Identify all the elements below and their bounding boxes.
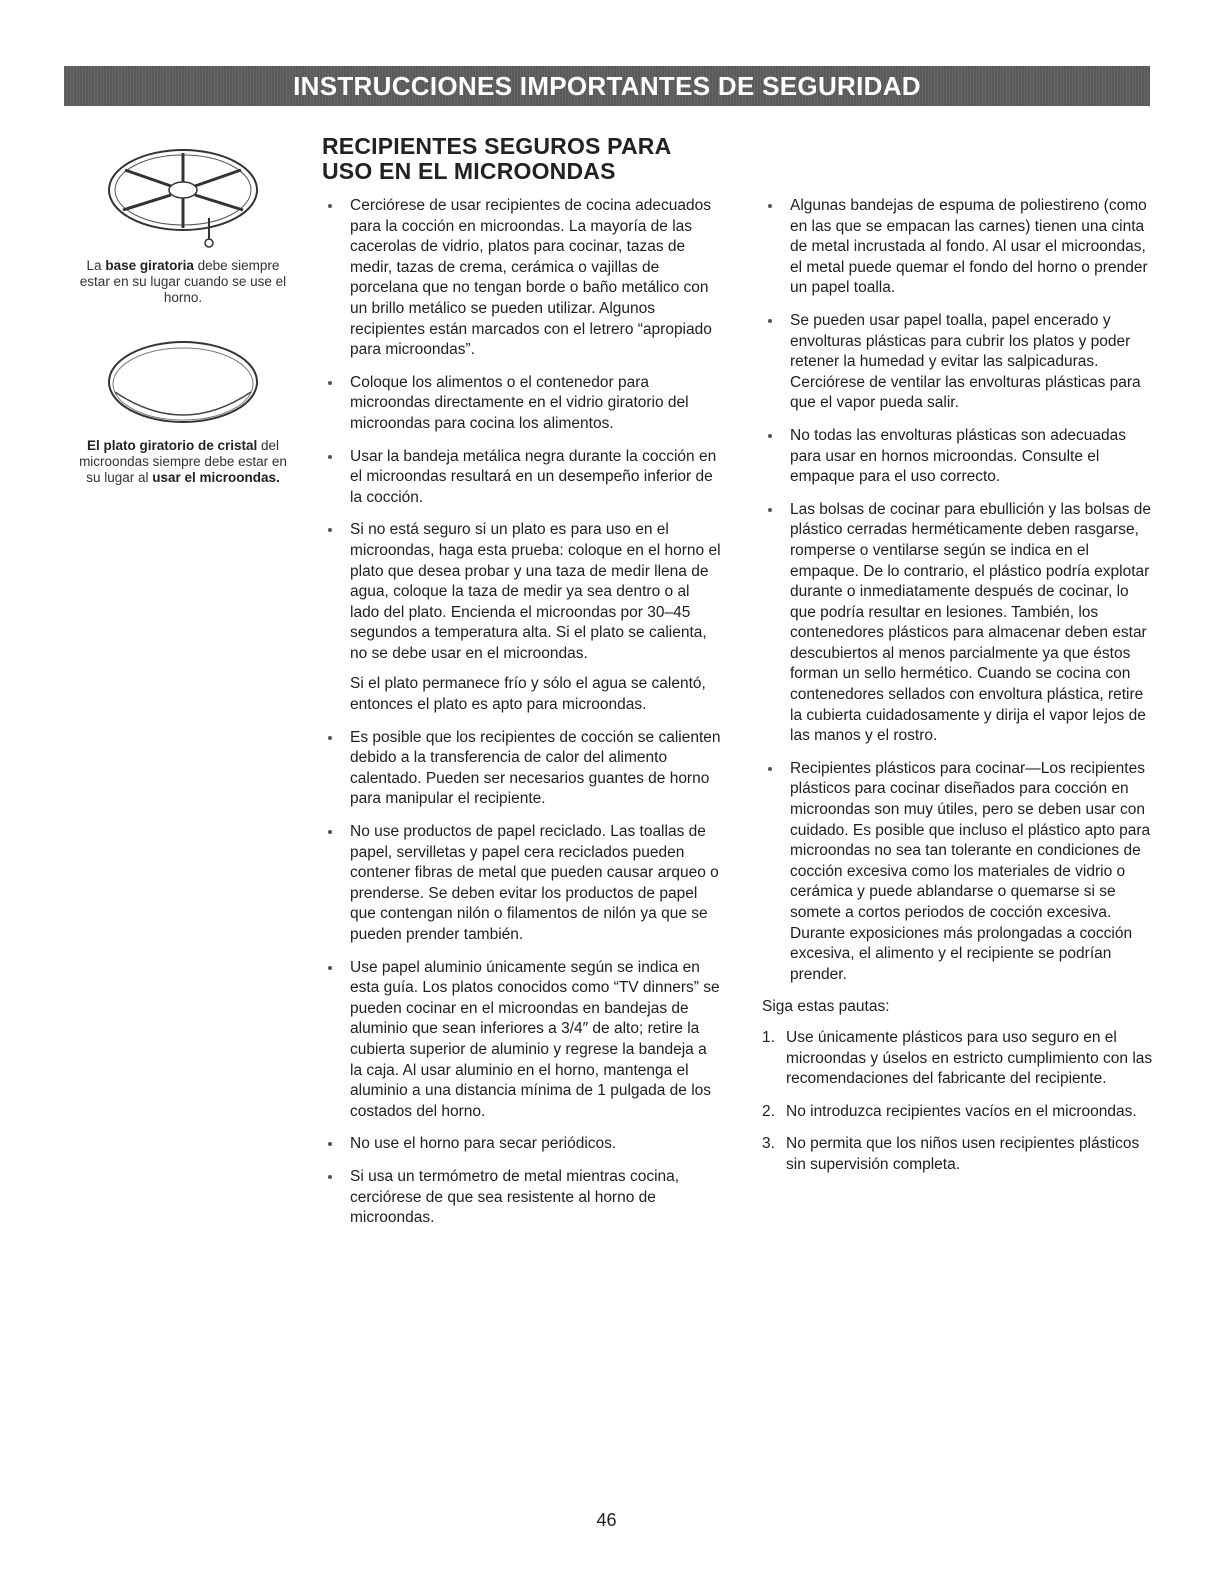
item-number: 2. — [762, 1102, 775, 1120]
middle-column — [322, 134, 722, 1241]
glass-tray-figure-block — [72, 336, 294, 486]
glass-tray-caption: El plato giratorio de cristal del microondas siempre debe estar en su lugar al usar el microondas. — [79, 438, 287, 485]
list-item-text: Recipientes plásticos para cocinar—Los recipientes plásticos para cocinar diseñados para cocción en microondas son muy útiles, pero se deben usar con cuidado. Es posible que incluso el plástico apto para microondas no sea tan tolerante en condiciones de cocción excesiva como los materiales de vidrio o cerámica y puede ablandarse o quemarse si se somete a cortos periodos de cocción excesiva. Durante exposiciones más prolongadas a cocción excesiva, el alimento y el recipiente se podrían prender. — [790, 759, 1151, 983]
glass-tray-icon — [103, 336, 263, 436]
numbered-item — [762, 1134, 1157, 1175]
list-item-text: Cerciórese de usar recipientes de cocina adecuados para la cocción en microondas. La mayoría de las cacerolas de vidrio, platos para cocinar, tazas de medir, tazas de crema, cerámica o vajillas de porcelana que no tengan borde o baño metálico con un brillo metálico se pueden utilizar. Algunos recipientes están marcados con el letrero “apropiado para microondas”. — [350, 197, 712, 359]
list-item-text: Usar la bandeja metálica negra durante la cocción en el microondas resultará en un desempeño inferior de la cocción. — [350, 447, 717, 506]
numbered-item — [762, 1028, 1157, 1090]
list-item — [762, 759, 1157, 986]
numbered-item — [762, 1102, 1157, 1123]
banner-title: INSTRUCCIONES IMPORTANTES DE SEGURIDAD — [293, 70, 921, 101]
turntable-support-icon — [103, 140, 263, 258]
list-item — [322, 520, 722, 715]
list-item — [762, 426, 1157, 488]
list-item-text: Es posible que los recipientes de cocción se calienten debido a la transferencia de calor del alimento calentado. Pueden ser necesarios guantes de horno para manipular el recipiente. — [350, 728, 721, 808]
safe-containers-list — [322, 196, 722, 1229]
guidelines-intro: Siga estas pautas: — [762, 998, 890, 1016]
list-item-text: Si usa un termómetro de metal mientras cocina, cerciórese de que sea resistente al horno de microondas. — [350, 1167, 680, 1227]
list-item-text: Use papel aluminio únicamente según se indica en esta guía. Los platos conocidos como “TV dinners” se pueden cocinar en el microondas en bandejas de aluminio que sean inferiores a 3/4″ de alto; retire la cubierta superior de aluminio y regrese la bandeja a la caja. Al usar aluminio en el horno, mantenga el aluminio a una distancia mínima de 1 pulgada de los costados del horno. — [350, 958, 720, 1120]
list-item — [322, 447, 722, 509]
turntable-caption-bold: base giratoria — [105, 258, 194, 273]
list-item — [322, 958, 722, 1123]
item-number: 3. — [762, 1135, 775, 1153]
list-item-text: No use productos de papel reciclado. Las toallas de papel, servilletas y papel cera reciclados pueden contener fibras de metal que pueden causar arqueo o prenderse. Se deben evitar los productos de papel que contengan nilón o filamentos de nilón ya que se pueden prender también. — [350, 823, 719, 943]
list-item — [762, 196, 1157, 299]
list-item-text: Se pueden usar papel toalla, papel encerado y envolturas plásticas para cubrir los platos y poder retener la humedad y evitar las salpicaduras. Cerciórese de ventilar las envolturas plásticas para que el vapor pueda salir. — [790, 311, 1141, 412]
section-banner — [64, 66, 1150, 106]
list-item-text: No todas las envolturas plásticas son adecuadas para usar en hornos microondas. Consulte el empaque para el uso correcto. — [790, 426, 1127, 486]
section-heading: RECIPIENTES SEGUROS PARA USO EN EL MICROONDAS — [322, 133, 671, 184]
list-item-text: No use el horno para secar periódicos. — [350, 1135, 617, 1153]
list-item-followup: Si el plato permanece frío y sólo el agua se calentó, entonces el plato es apto para microondas. — [350, 675, 706, 714]
list-item — [762, 500, 1157, 747]
turntable-figure-block — [72, 140, 294, 306]
item-text: No permita que los niños usen recipientes plásticos sin supervisión completa. — [786, 1135, 1140, 1173]
list-item-text: Algunas bandejas de espuma de poliestireno (como en las que se empacan las carnes) tienen una cinta de metal incrustada al fondo. Al usar el microondas, el metal puede quemar el fondo del horno o prender un papel toalla. — [790, 197, 1148, 297]
list-item — [762, 311, 1157, 414]
list-item — [322, 1134, 722, 1155]
page-number: 46 — [596, 1510, 617, 1530]
list-item-text: Coloque los alimentos o el contenedor para microondas directamente en el vidrio giratorio del microondas para cocina los alimentos. — [350, 373, 689, 432]
list-item — [322, 1167, 722, 1229]
item-text: Use únicamente plásticos para uso seguro en el microondas y úselos en estricto cumplimiento con las recomendaciones del fabricante del recipiente. — [786, 1028, 1153, 1088]
list-item — [322, 373, 722, 435]
right-column — [762, 196, 1157, 1188]
item-text: No introduzca recipientes vacíos en el microondas. — [786, 1102, 1137, 1120]
list-item-text: Si no está seguro si un plato es para uso en el microondas, haga esta prueba: coloque en el horno el plato que desea probar y una taza de medir llena de agua, coloque la taza de medir ya sea dentro o al lado del plato. Encienda el microondas por 30–45 segundos a temperatura alta. Si el plato se calienta, no se debe usar en el microondas. — [350, 521, 721, 662]
turntable-caption: La base giratoria debe siempre estar en su lugar cuando se use el horno. — [79, 258, 287, 305]
plastic-guidance-list — [762, 196, 1157, 985]
list-item — [322, 822, 722, 946]
list-item — [322, 728, 722, 810]
list-item-text: Las bolsas de cocinar para ebullición y las bolsas de plástico cerradas herméticamente deben rasgarse, romperse o ventilarse según se indica en el empaque. De lo contrario, el plástico podría explotar durante o inmediatamente después de cocinar, lo que podría resultar en lesiones. También, los contenedores plásticos para almacenar deben estar descubiertos al menos parcialmente ya que éstos forman un sello hermético. Cuando se cocina con contenedores sellados con envoltura plástica, retire la cubierta cuidadosamente y dirija el vapor lejos de las manos y el rostro. — [790, 500, 1152, 745]
item-number: 1. — [762, 1028, 775, 1046]
list-item — [322, 196, 722, 361]
guidelines-list — [762, 1028, 1157, 1176]
